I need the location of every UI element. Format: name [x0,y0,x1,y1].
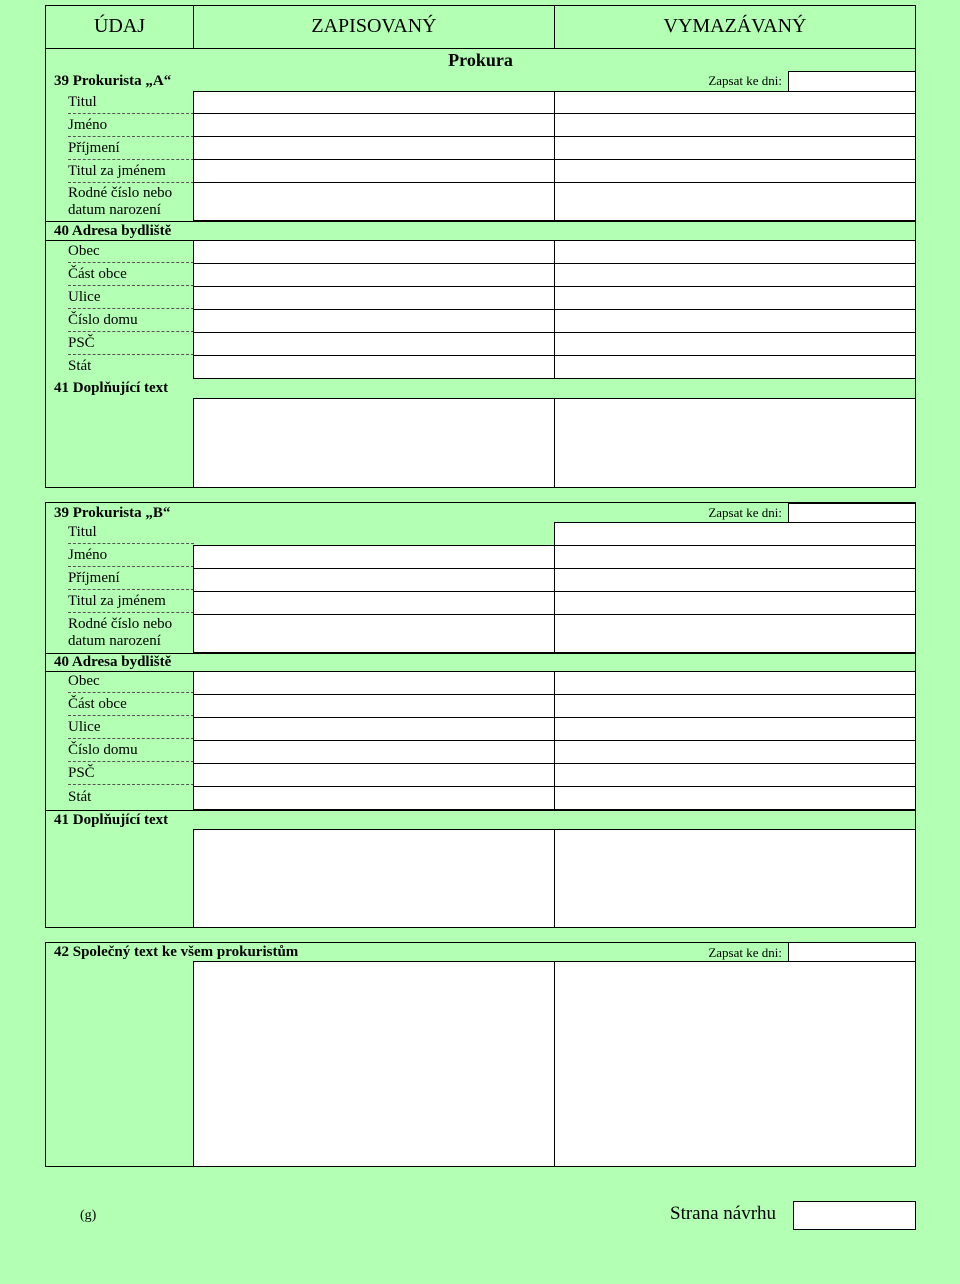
field-label-prijmeni: Příjmení [68,570,194,590]
zap-obec-input-b[interactable] [193,671,555,695]
adresa-title-a: 40 Adresa bydliště [54,223,172,239]
vym-psc-input-b[interactable] [554,763,916,787]
prokurista-b-title: 39 Prokurista „B“ [54,505,171,521]
zap-prijmeni-input[interactable] [193,136,555,160]
field-label-rodne-cislo: Rodné číslo nebo datum narození [68,185,173,218]
strana-navrhu-input[interactable] [793,1201,916,1230]
field-label-rodne-cislo: Rodné číslo nebo datum narození [68,616,173,649]
zap-cislo-domu-input[interactable] [193,309,555,333]
vym-stat-input[interactable] [554,355,916,379]
zap-stat-input-b[interactable] [193,786,555,810]
zap-ulice-input[interactable] [193,286,555,310]
vym-rodne-cislo-input[interactable] [554,182,916,221]
vym-titul-za-jmenem-input[interactable] [554,159,916,183]
vym-psc-input[interactable] [554,332,916,356]
zap-jmeno-input[interactable] [193,113,555,137]
vym-cislo-domu-input-b[interactable] [554,740,916,764]
zap-obec-input[interactable] [193,240,555,264]
field-label-stat: Stát [68,789,92,805]
zap-prijmeni-input-b[interactable] [193,568,555,592]
spolecny-text-title: 42 Společný text ke všem prokuristům [54,944,299,960]
field-label-cast-obce: Část obce [68,696,194,716]
zap-doplnujici-text-input[interactable] [193,398,555,488]
doplnujici-text-title-b: 41 Doplňující text [54,812,169,828]
zap-spolecny-text-input[interactable] [193,961,555,1167]
field-label-ulice: Ulice [68,289,194,309]
zap-cast-obce-input[interactable] [193,263,555,287]
vym-titul-input[interactable] [554,91,916,114]
zap-ulice-input-b[interactable] [193,717,555,741]
vym-ulice-input[interactable] [554,286,916,310]
vym-cast-obce-input[interactable] [554,263,916,287]
vym-rodne-cislo-input-b[interactable] [554,614,916,653]
zap-jmeno-input-b[interactable] [193,545,555,569]
zap-titul-za-jmenem-input-b[interactable] [193,591,555,615]
adresa-title-b: 40 Adresa bydliště [54,654,172,670]
field-label-obec: Obec [68,673,194,693]
row-separator [45,810,916,811]
column-header-vymazavany: VYMAZÁVANÝ [663,15,807,37]
zap-titul-input-b[interactable] [554,522,916,546]
field-label-obec: Obec [68,243,194,263]
field-label-psc: PSČ [68,335,194,355]
vym-prijmeni-input[interactable] [554,136,916,160]
field-label-titul: Titul [68,94,194,114]
zapsat-label-c: Zapsat ke dni: [708,945,782,960]
section-title-prokura: Prokura [448,50,513,70]
field-label-psc: PSČ [68,765,194,785]
zap-rodne-cislo-input[interactable] [193,182,555,221]
zap-titul-za-jmenem-input[interactable] [193,159,555,183]
vym-jmeno-input-b[interactable] [554,545,916,569]
field-label-ulice: Ulice [68,719,194,739]
vym-doplnujici-text-input-b[interactable] [554,829,916,928]
field-label-titul-za-jmenem: Titul za jménem [68,163,194,183]
zapsat-date-input-b[interactable] [788,503,916,523]
zap-doplnujici-text-input-b[interactable] [193,829,555,928]
vym-obec-input-b[interactable] [554,671,916,695]
zap-cast-obce-input-b[interactable] [193,694,555,718]
zap-psc-input[interactable] [193,332,555,356]
zap-cislo-domu-input-b[interactable] [193,740,555,764]
field-label-cislo-domu: Číslo domu [68,312,194,332]
zapsat-date-input-c[interactable] [788,942,916,962]
vym-ulice-input-b[interactable] [554,717,916,741]
zapsat-date-input-a[interactable] [788,71,916,92]
strana-navrhu-label: Strana návrhu [670,1203,777,1224]
zap-stat-input[interactable] [193,355,555,379]
vym-spolecny-text-input[interactable] [554,961,916,1167]
zapsat-label-a: Zapsat ke dni: [708,73,782,88]
vym-jmeno-input[interactable] [554,113,916,137]
column-header-zapisovany: ZAPISOVANÝ [311,15,437,37]
vym-cislo-domu-input[interactable] [554,309,916,333]
vym-titul-za-jmenem-input-b[interactable] [554,591,916,615]
field-label-cast-obce: Část obce [68,266,194,286]
prokurista-a-title: 39 Prokurista „A“ [54,73,172,89]
zap-psc-input-b[interactable] [193,763,555,787]
field-label-titul-za-jmenem: Titul za jménem [68,593,194,613]
column-header-udaj: ÚDAJ [93,15,146,37]
field-label-jmeno: Jméno [68,117,194,137]
row-separator [45,221,916,222]
zap-titul-input[interactable] [193,91,555,114]
field-label-prijmeni: Příjmení [68,140,194,160]
vym-stat-input-b[interactable] [554,786,916,810]
field-label-titul: Titul [68,524,194,544]
field-label-stat: Stát [68,358,92,374]
row-separator [45,653,916,654]
vym-doplnujici-text-input[interactable] [554,398,916,488]
header-separator [45,48,916,49]
form-code: (g) [80,1208,97,1223]
field-label-jmeno: Jméno [68,547,194,567]
zap-rodne-cislo-input-b[interactable] [193,614,555,653]
vym-prijmeni-input-b[interactable] [554,568,916,592]
vym-obec-input[interactable] [554,240,916,264]
zapsat-label-b: Zapsat ke dni: [708,505,782,520]
field-label-cislo-domu: Číslo domu [68,742,194,762]
vym-cast-obce-input-b[interactable] [554,694,916,718]
doplnujici-text-title-a: 41 Doplňující text [54,380,169,396]
